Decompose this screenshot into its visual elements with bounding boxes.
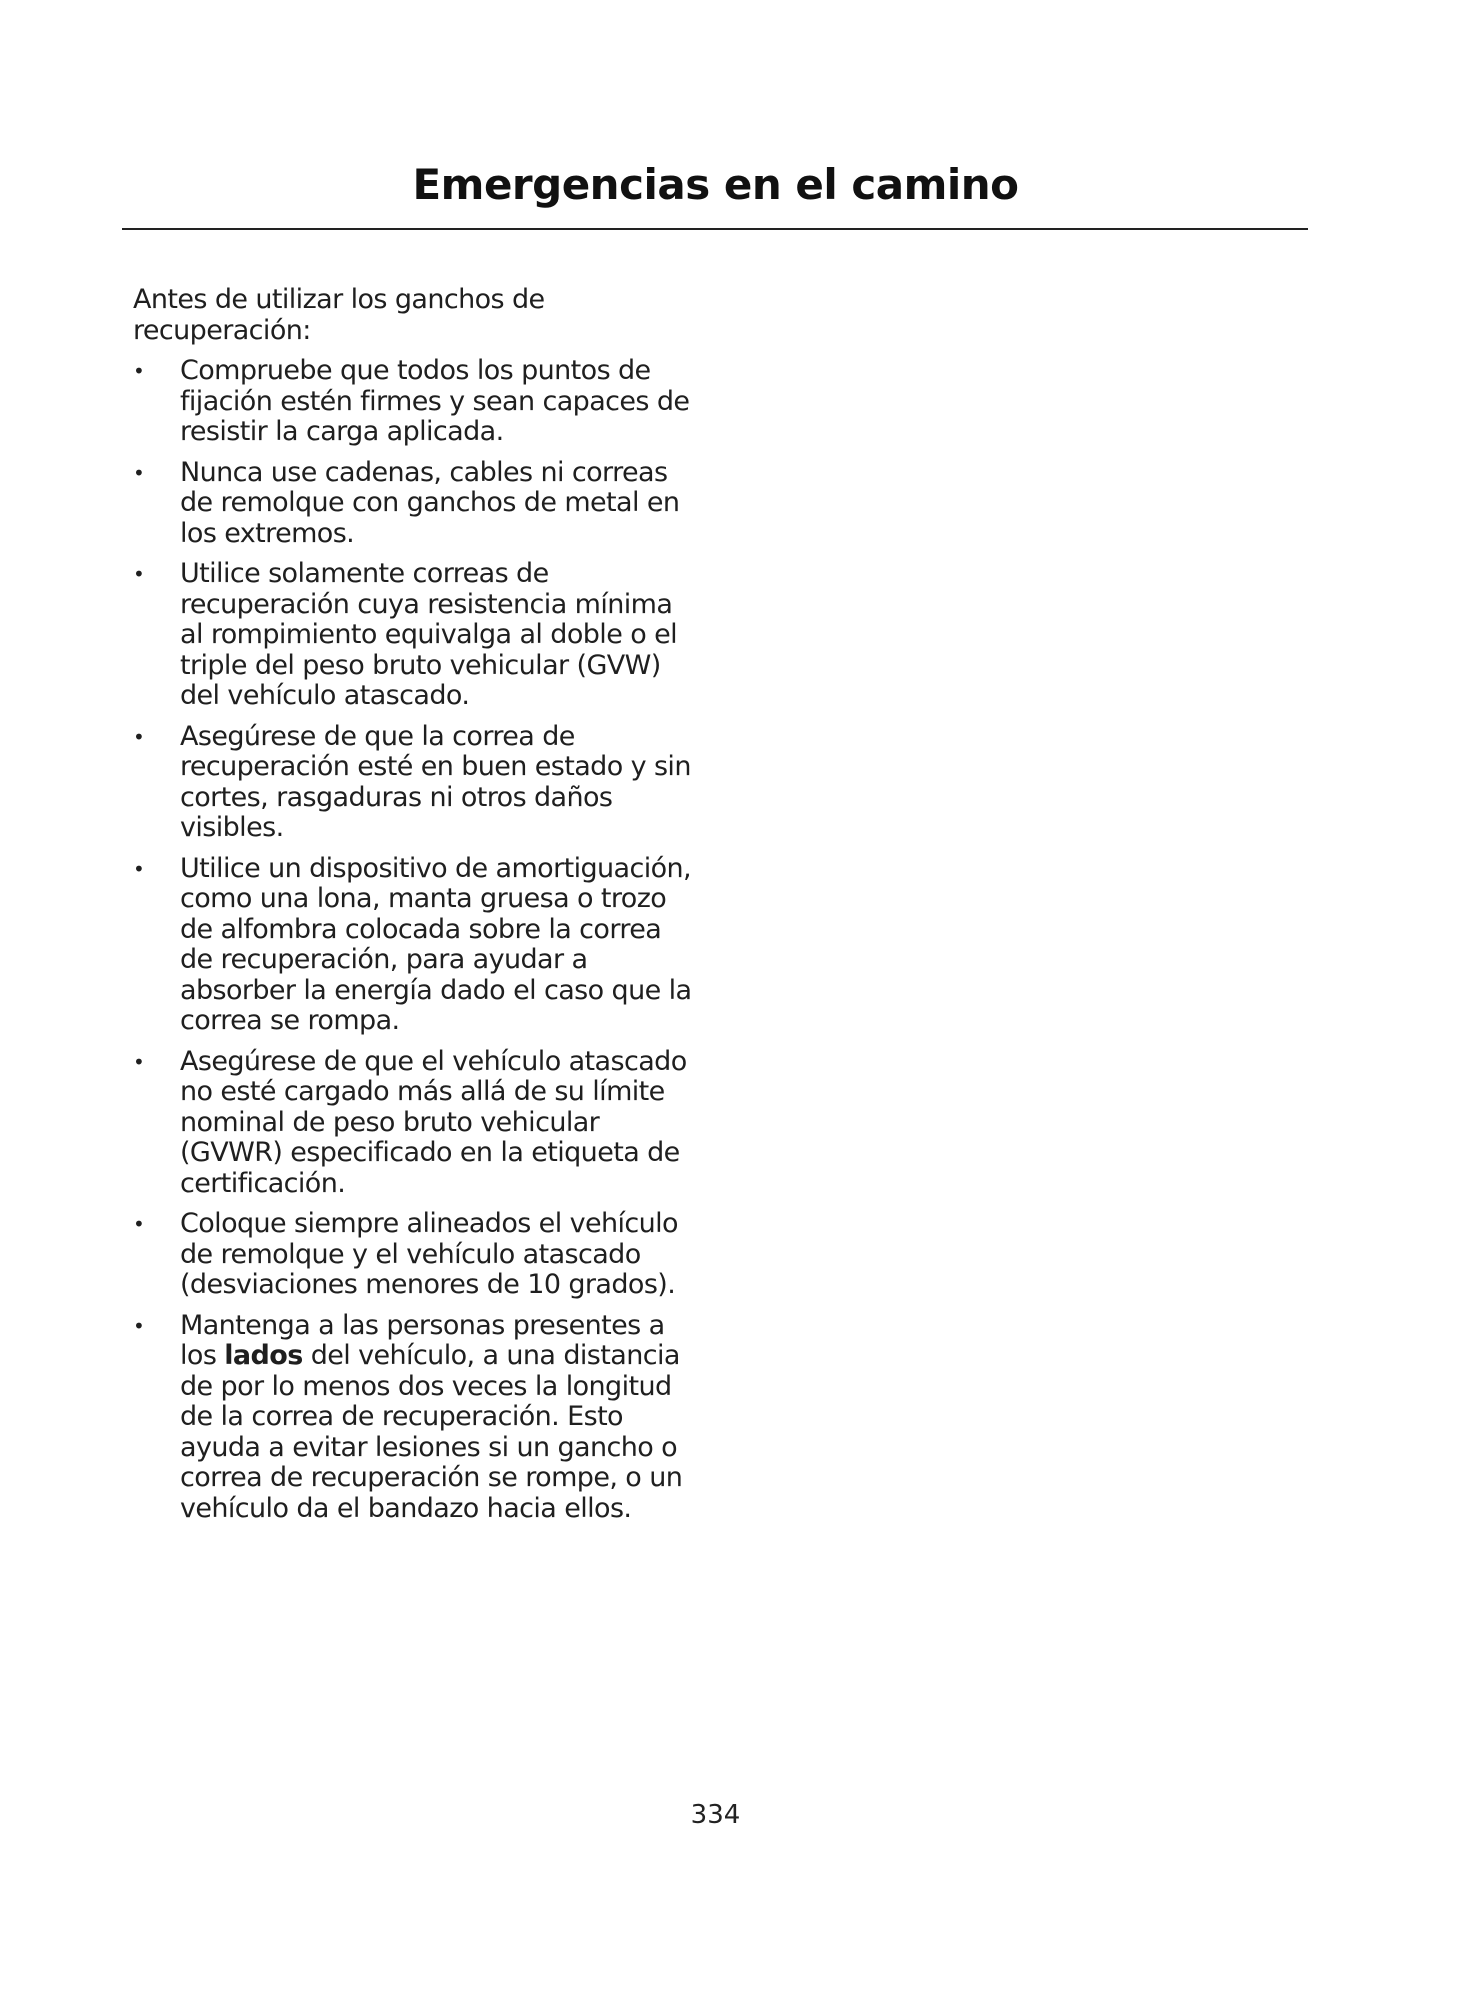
bullet-icon: • <box>133 1313 145 1338</box>
main-content <box>133 285 693 1534</box>
list-item <box>133 1311 693 1525</box>
page-number: 334 <box>690 1800 741 1830</box>
title-divider <box>122 228 1308 230</box>
list-item-text-after: del vehículo, a una distancia de por lo menos dos veces la longitud de la correa de recuperación. Esto ayuda a evitar lesiones si un gancho o correa de recuperación se rompe, o un vehículo da el bandazo hacia ellos. <box>180 1340 683 1524</box>
list-item <box>133 854 693 1037</box>
page-title: Emergencias en el camino <box>412 160 1019 209</box>
list-item <box>133 559 693 712</box>
bullet-icon: • <box>133 1049 145 1074</box>
list-item-text: Utilice solamente correas de recuperación cuya resistencia mínima al rompimiento equivalga al doble o el triple del peso bruto vehicular (GVW) del vehículo atascado. <box>180 558 678 711</box>
list-item-text-before: Mantenga a las personas presentes a los <box>180 1309 665 1371</box>
intro-paragraph: Antes de utilizar los ganchos de recuperación: <box>133 284 545 346</box>
precautions-list <box>133 356 693 1524</box>
bullet-icon: • <box>133 460 145 485</box>
bullet-icon: • <box>133 562 145 586</box>
list-item <box>133 1209 693 1301</box>
list-item <box>133 356 693 448</box>
list-item <box>133 722 693 844</box>
bullet-icon: • <box>133 359 145 383</box>
list-item-text: Asegúrese de que la correa de recuperación esté en buen estado y sin cortes, rasgaduras ni otros daños visibles. <box>180 720 691 843</box>
list-item-text: Asegúrese de que el vehículo atascado no esté cargado más allá de su límite nominal de peso bruto vehicular (GVWR) especificado en la etiqueta de certificación. <box>180 1045 687 1199</box>
list-item <box>133 458 693 550</box>
list-item-text: Utilice un dispositivo de amortiguación, como una lona, manta gruesa o trozo de alfombra colocada sobre la correa de recuperación, para ayudar a absorber la energía dado el caso que la correa se rompa. <box>180 852 692 1036</box>
bullet-icon: • <box>133 856 145 881</box>
emphasis-lados: lados <box>224 1340 303 1371</box>
bullet-icon: • <box>133 1212 145 1236</box>
list-item-text: Nunca use cadenas, cables ni correas de remolque con ganchos de metal en los extremos. <box>180 456 680 549</box>
list-item-text: Coloque siempre alineados el vehículo de remolque y el vehículo atascado (desviaciones menores de 10 grados). <box>180 1208 678 1300</box>
list-item-text <box>180 1310 682 1524</box>
bullet-icon: • <box>133 724 145 749</box>
list-item <box>133 1047 693 1200</box>
list-item-text: Compruebe que todos los puntos de fijación estén firmes y sean capaces de resistir la carga aplicada. <box>180 355 690 447</box>
